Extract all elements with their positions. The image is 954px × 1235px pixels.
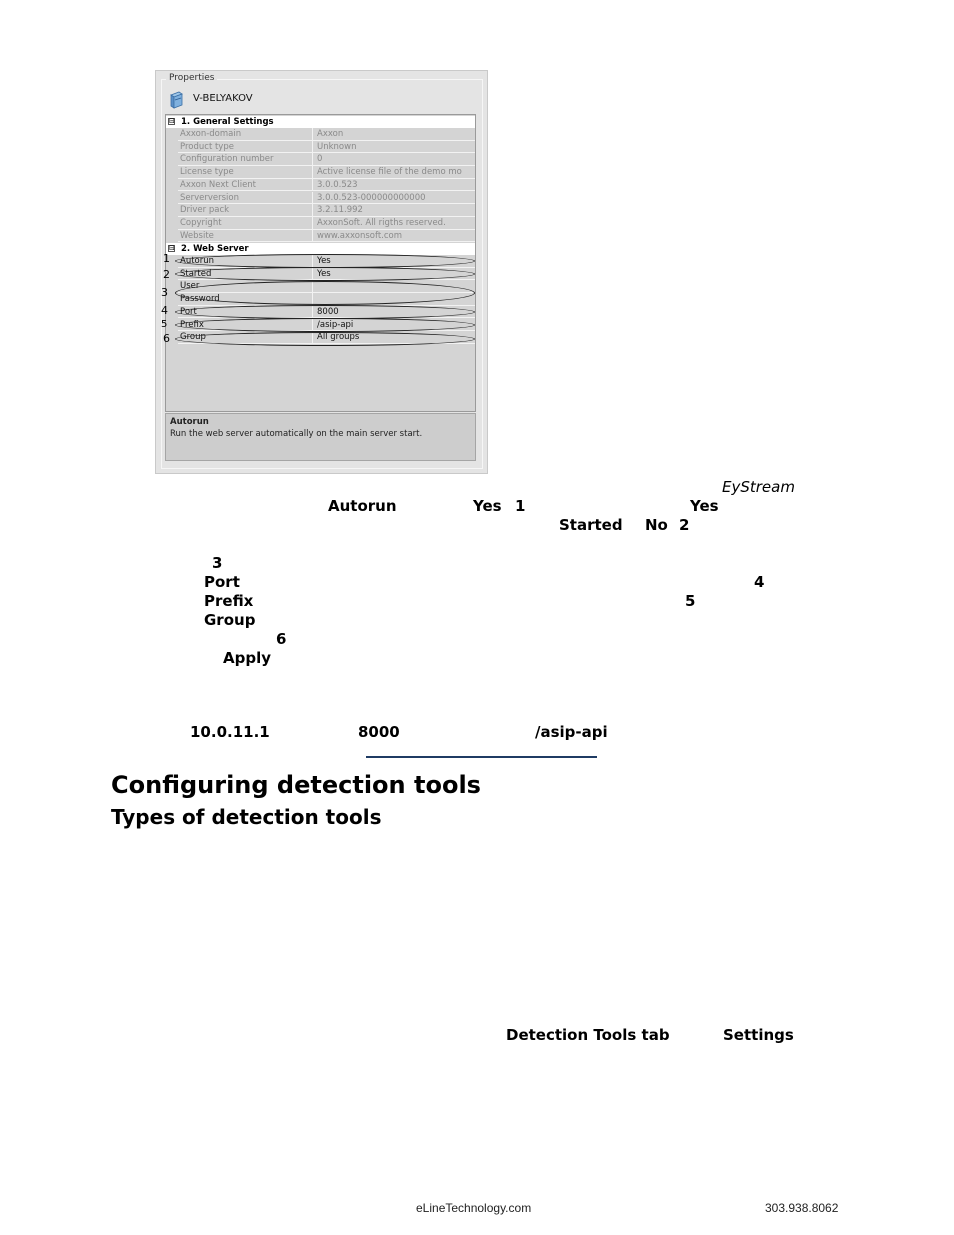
divider-rule xyxy=(366,756,597,758)
property-name: Autorun xyxy=(178,255,313,267)
settings-term: Settings xyxy=(723,1026,794,1044)
step-number-5: 5 xyxy=(685,592,696,610)
detection-tools-tab-term: Detection Tools tab xyxy=(506,1026,670,1044)
properties-legend: Properties xyxy=(166,73,217,83)
property-value: 3.2.11.992 xyxy=(317,205,363,216)
callout-oval-port xyxy=(175,305,475,319)
property-name: User xyxy=(178,280,313,292)
property-value: Unknown xyxy=(317,141,357,152)
collapse-icon[interactable]: ⊟ xyxy=(169,243,175,252)
callout-number-4: 4 xyxy=(161,304,168,317)
property-name: Product type xyxy=(178,141,313,153)
property-value: Active license file of the demo mo xyxy=(317,167,462,178)
property-name: Driver pack xyxy=(178,204,313,216)
port-value: 8000 xyxy=(358,723,400,741)
property-name: Password xyxy=(178,293,313,305)
callout-oval-credentials xyxy=(175,281,475,305)
property-value: 3.0.0.523-000000000000 xyxy=(317,192,426,203)
callout-oval-group xyxy=(175,332,475,346)
property-description xyxy=(165,413,476,461)
section-title: 2. Web Server xyxy=(181,243,249,254)
property-name: Axxon Next Client xyxy=(178,179,313,191)
callout-oval-started xyxy=(175,267,475,281)
property-name: Website xyxy=(178,230,313,242)
property-name: License type xyxy=(178,166,313,178)
property-name: Port xyxy=(178,306,313,318)
property-value: www.axxonsoft.com xyxy=(317,230,403,241)
prefix-term: Prefix xyxy=(204,592,254,610)
callout-number-5: 5 xyxy=(161,319,168,330)
no-term: No xyxy=(645,516,668,534)
group-term: Group xyxy=(204,611,256,629)
eystream-text: EyStream xyxy=(722,478,795,496)
section-general-settings[interactable] xyxy=(166,116,475,128)
property-name: Axxon-domain xyxy=(178,128,313,140)
step-number-4: 4 xyxy=(754,573,765,591)
callout-number-6: 6 xyxy=(163,332,170,345)
started-term: Started xyxy=(559,516,623,534)
step-number-3: 3 xyxy=(212,554,223,572)
property-row-copyright[interactable] xyxy=(178,217,475,230)
property-row-website[interactable] xyxy=(178,230,475,243)
autorun-term: Autorun xyxy=(328,497,397,515)
property-value[interactable]: 8000 xyxy=(317,306,339,317)
property-name: Copyright xyxy=(178,217,313,229)
section-web-server[interactable] xyxy=(166,243,475,255)
property-value[interactable]: All groups xyxy=(317,332,360,343)
property-row-configuration-number[interactable] xyxy=(178,153,475,166)
port-term: Port xyxy=(204,573,240,591)
description-text: Run the web server automatically on the main server start. xyxy=(170,429,423,439)
property-name: Prefix xyxy=(178,319,313,331)
property-value: Axxon xyxy=(317,129,344,139)
prefix-value: /asip-api xyxy=(535,723,608,741)
property-value[interactable]: Yes xyxy=(317,268,331,279)
callout-oval-prefix xyxy=(175,318,475,332)
property-row-license-type[interactable] xyxy=(178,166,475,179)
property-name: Group xyxy=(178,331,313,343)
yes-term-1: Yes xyxy=(473,497,502,515)
collapse-icon[interactable]: ⊟ xyxy=(169,117,175,125)
callout-number-3: 3 xyxy=(161,286,168,299)
property-value: AxxonSoft. All rigths reserved. xyxy=(317,217,446,228)
property-name: Serverversion xyxy=(178,192,313,204)
property-value: 3.0.0.523 xyxy=(317,179,358,190)
description-title: Autorun xyxy=(170,417,209,427)
property-row-axxon-next-client[interactable] xyxy=(178,179,475,192)
footer-phone: 303.938.8062 xyxy=(765,1201,839,1215)
step-number-1: 1 xyxy=(515,497,526,515)
property-name: Started xyxy=(178,268,313,280)
property-value[interactable]: Yes xyxy=(317,256,331,266)
property-row-serverversion[interactable] xyxy=(178,192,475,205)
callout-number-2: 2 xyxy=(163,268,170,281)
property-row-product-type[interactable] xyxy=(178,141,475,154)
properties-panel xyxy=(155,70,488,474)
property-row-axxon-domain[interactable] xyxy=(178,128,475,141)
step-number-6: 6 xyxy=(276,630,287,648)
property-value: 0 xyxy=(317,154,323,165)
property-row-driver-pack[interactable] xyxy=(178,204,475,217)
footer-website: eLineTechnology.com xyxy=(416,1201,532,1215)
server-icon xyxy=(168,91,184,109)
section-title: 1. General Settings xyxy=(181,117,274,127)
server-name: V-BELYAKOV xyxy=(193,93,253,104)
heading-configuring-detection-tools: Configuring detection tools xyxy=(111,771,481,799)
yes-term-2: Yes xyxy=(690,497,719,515)
heading-types-of-detection-tools: Types of detection tools xyxy=(111,805,382,829)
callout-oval-autorun xyxy=(175,254,475,268)
ip-address: 10.0.11.1 xyxy=(190,723,270,741)
property-value[interactable]: /asip-api xyxy=(317,319,354,330)
callout-number-1: 1 xyxy=(163,252,170,265)
step-number-2: 2 xyxy=(679,516,690,534)
property-name: Configuration number xyxy=(178,153,313,165)
apply-term: Apply xyxy=(223,649,272,667)
